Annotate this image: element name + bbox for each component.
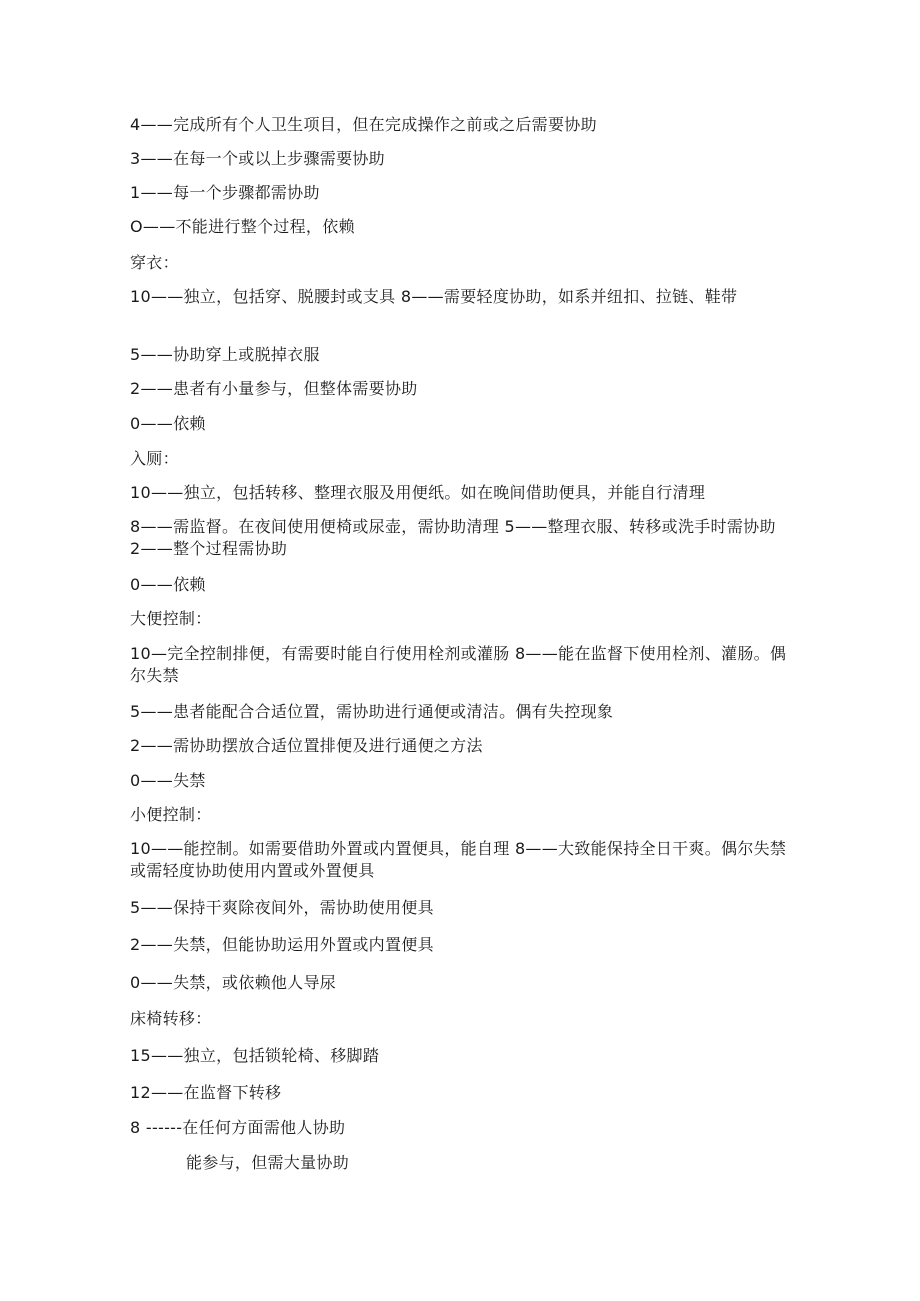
text-line-bladder-5: 5——保持干爽除夜间外，需协助使用便具 (130, 898, 434, 917)
text-line-dressing-10-8: 10——独立，包括穿、脱腰封或支具 8——需要轻度协助，如系并纽扣、拉链、鞋带 (130, 287, 738, 306)
section-heading-dressing: 穿衣： (130, 253, 179, 272)
text-line-transfer-15: 15——独立，包括锁轮椅、移脚踏 (130, 1046, 380, 1065)
text-line-dressing-2: 2——患者有小量参与，但整体需要协助 (130, 379, 418, 398)
text-line-transfer-8: 8 ------在任何方面需他人协助 (130, 1118, 346, 1137)
text-line-transfer-participate: 能参与，但需大量协助 (186, 1153, 350, 1172)
text-line-toileting-0: 0——依赖 (130, 575, 206, 594)
text-line-bladder-10-8: 10——能控制。如需要借助外置或内置便具，能自理 8——大致能保持全日干爽。偶尔失禁或需轻度协助使用内置或外置便具 (130, 839, 787, 880)
text-line-bladder-0: 0——失禁，或依赖他人导尿 (130, 973, 337, 992)
section-heading-bowel-control: 大便控制： (130, 609, 212, 628)
text-line-transfer-12: 12——在监督下转移 (130, 1083, 282, 1102)
text-line-bowel-5: 5——患者能配合合适位置，需协助进行通便或清洁。偶有失控现象 (130, 702, 614, 721)
section-heading-bed-chair-transfer: 床椅转移： (130, 1009, 212, 1028)
text-line-bladder-2: 2——失禁，但能协助运用外置或内置便具 (130, 935, 434, 954)
text-line-bowel-2: 2——需协助摆放合适位置排便及进行通便之方法 (130, 736, 483, 755)
text-line-3-help-steps: 3——在每一个或以上步骤需要协助 (130, 149, 385, 168)
text-line-bowel-0: 0——失禁 (130, 771, 206, 790)
section-heading-toileting: 入厕： (130, 449, 179, 468)
text-line-dressing-0: 0——依赖 (130, 414, 206, 433)
text-line-toileting-10: 10——独立，包括转移、整理衣服及用便纸。如在晚间借助便具，并能自行清理 (130, 483, 706, 502)
text-line-dressing-5: 5——协助穿上或脱掉衣服 (130, 345, 320, 364)
text-line-bowel-10-8: 10—完全控制排便，有需要时能自行使用栓剂或灌肠 8——能在监督下使用栓剂、灌肠。偶尔失禁 (130, 644, 787, 685)
text-line-4-self-care: 4——完成所有个人卫生项目，但在完成操作之前或之后需要协助 (130, 115, 597, 134)
section-heading-bladder-control: 小便控制： (130, 805, 212, 824)
text-line-toileting-8-5-2: 8——需监督。在夜间使用便椅或尿壶，需协助清理 5——整理衣服、转移或洗手时需协助 2——整个过程需协助 (130, 517, 776, 558)
text-line-0-dependent: O——不能进行整个过程，依赖 (130, 217, 355, 236)
text-line-1-help-every-step: 1——每一个步骤都需协助 (130, 183, 320, 202)
